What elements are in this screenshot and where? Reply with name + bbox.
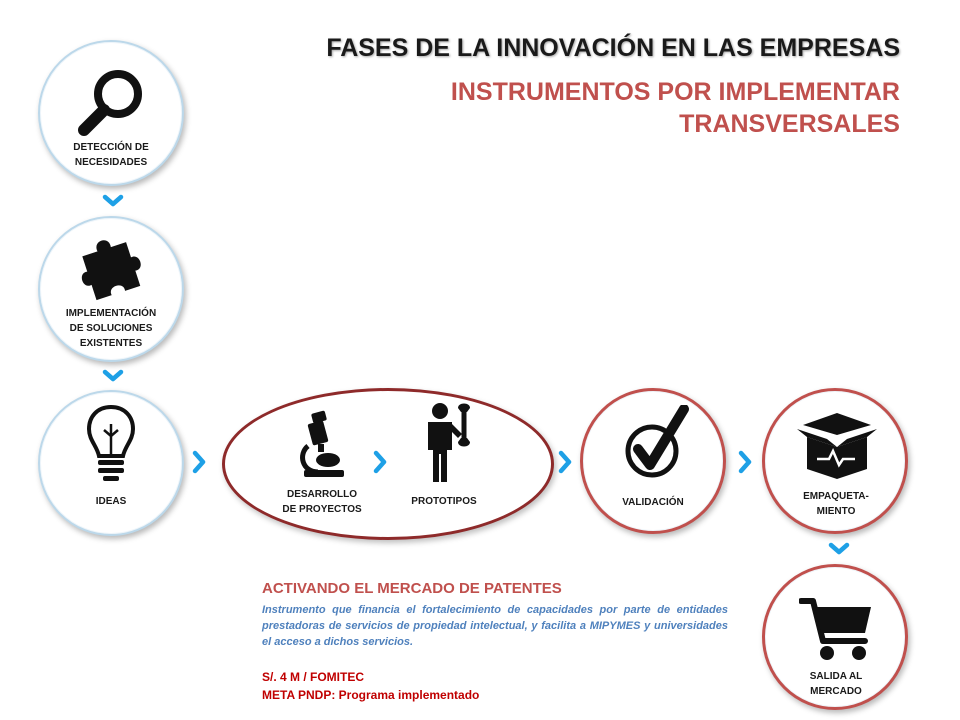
instrument-budget: S/. 4 M / FOMITEC xyxy=(262,670,365,684)
phase-detection-label: DETECCIÓN DE NECESIDADES xyxy=(73,142,149,168)
chevron-down-icon xyxy=(828,542,850,556)
page-subtitle xyxy=(451,76,900,140)
checkmark-icon xyxy=(622,405,692,481)
instrument-goal: META PNDP: Programa implementado xyxy=(262,688,480,702)
instrument-description: Instrumento que financia el fortalecimiento de capacidades por parte de entidades prestadoras de servicios de propiedad intelectual, y facilita a MIPYMES y universidades el acceso a dichos servicios. xyxy=(262,604,728,648)
phase-ideas-label: IDEAS xyxy=(95,496,127,507)
phase-packaging-circle xyxy=(762,388,908,534)
worker-wrench-icon xyxy=(420,402,478,484)
phase-implementation-circle xyxy=(38,216,184,362)
phase-ideas-circle xyxy=(38,390,184,536)
puzzle-piece-icon xyxy=(73,232,149,302)
subtitle-line-2: TRANSVERSALES xyxy=(679,110,900,138)
phase-development-label: DESARROLLO DE PROYECTOS xyxy=(282,489,362,515)
open-box-icon xyxy=(797,413,877,481)
chevron-down-icon xyxy=(102,369,124,383)
phase-market-label: SALIDA AL MERCADO xyxy=(809,671,863,697)
lightbulb-icon xyxy=(86,404,136,482)
magnifier-icon xyxy=(70,64,150,136)
chevron-right-icon xyxy=(738,450,752,474)
page-title: FASES DE LA INNOVACIÓN EN LAS EMPRESAS xyxy=(326,34,900,62)
phase-validation-label: VALIDACIÓN xyxy=(622,497,684,508)
chevron-right-icon xyxy=(192,450,206,474)
instrument-title: ACTIVANDO EL MERCADO DE PATENTES xyxy=(262,580,562,597)
phase-prototype-label: PROTOTIPOS xyxy=(411,496,477,507)
phase-market-circle xyxy=(762,564,908,710)
development-prototype-group xyxy=(222,388,554,540)
shopping-cart-icon xyxy=(799,597,875,665)
chevron-right-icon xyxy=(373,450,387,474)
chevron-right-icon xyxy=(558,450,572,474)
phase-detection-circle xyxy=(38,40,184,186)
chevron-down-icon xyxy=(102,194,124,208)
microscope-icon xyxy=(298,410,348,480)
phase-implementation-label: IMPLEMENTACIÓN DE SOLUCIONES EXISTENTES xyxy=(65,308,157,349)
subtitle-line-1: INSTRUMENTOS POR IMPLEMENTAR xyxy=(450,78,900,106)
phase-packaging-label: EMPAQUETA- MIENTO xyxy=(803,491,869,517)
phase-validation-circle xyxy=(580,388,726,534)
